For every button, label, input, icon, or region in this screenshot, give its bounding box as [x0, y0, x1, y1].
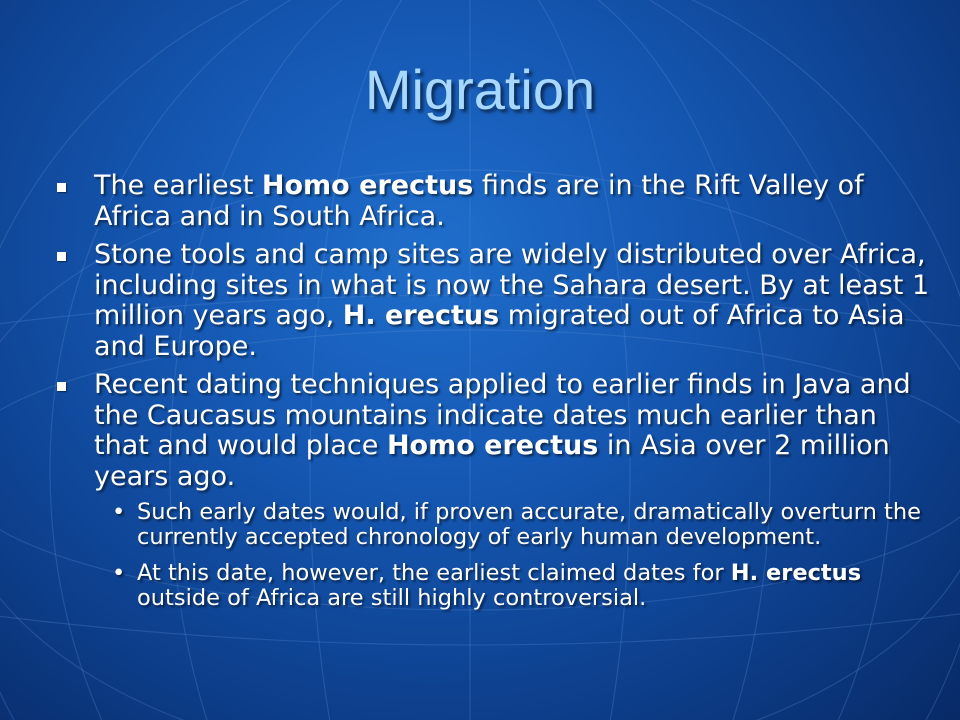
square-bullet-icon [57, 382, 66, 391]
bullet-text: in Asia over 2 million years ago. [94, 430, 890, 492]
bullet-text: Stone tools and camp sites are widely distributed over Africa, including sites in what is now the Sahara desert. By at least 1 million years ago, [94, 239, 930, 331]
slide-content [55, 171, 935, 622]
bullet-text: finds are in the Rift Valley of Africa and in South Africa. [94, 170, 864, 232]
bullet-text: migrated out of Africa to Asia and Europe. [94, 300, 905, 362]
round-bullet-icon: • [112, 560, 126, 586]
square-bullet-icon [57, 252, 66, 261]
subbullet-bold-text: H. erectus [730, 560, 862, 586]
bullet-earliest-finds [55, 171, 935, 232]
slide-title: Migration [364, 58, 596, 121]
bullet-bold-text: H. erectus [342, 300, 500, 331]
bullet-recent-dating [55, 370, 935, 492]
bullet-bold-text: Homo erectus [261, 170, 474, 201]
round-bullet-icon: • [112, 499, 126, 525]
subbullet-early-dates [112, 499, 935, 550]
bullet-stone-tools [55, 240, 935, 362]
subbullet-controversial [112, 560, 935, 611]
subbullet-text: Such early dates would, if proven accurate, dramatically overturn the currently accepted chronology of early human development. [137, 499, 921, 550]
subbullet-text: outside of Africa are still highly controversial. [137, 584, 647, 611]
square-bullet-icon [57, 183, 66, 192]
bullet-text: The earliest [94, 170, 262, 201]
bullet-bold-text: Homo erectus [386, 430, 599, 461]
bullet-text: Recent dating techniques applied to earlier finds in Java and the Caucasus mountains indicate dates much earlier than that and would place [94, 369, 911, 461]
subbullet-text: At this date, however, the earliest claimed dates for [137, 560, 731, 586]
